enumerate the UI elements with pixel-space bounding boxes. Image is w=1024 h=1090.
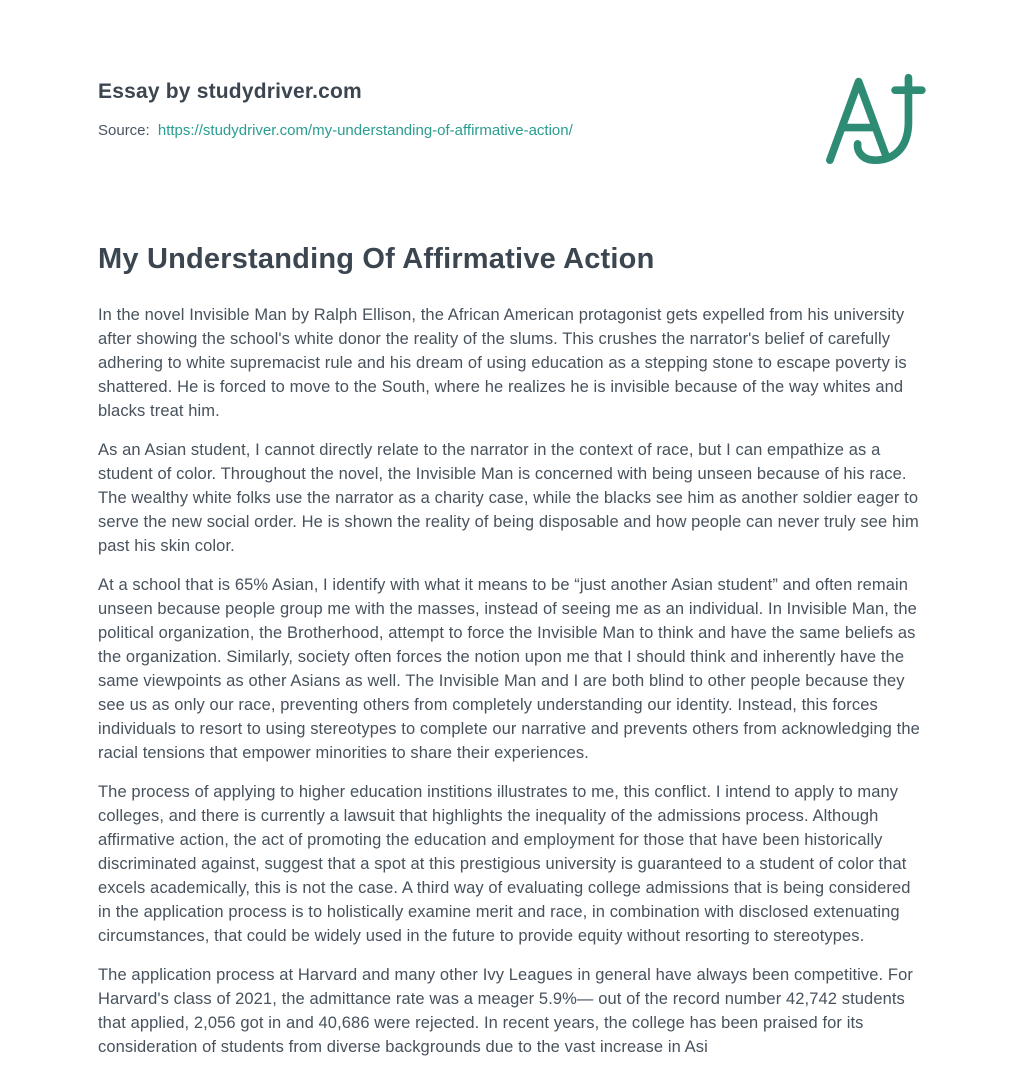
essay-body [98, 243, 926, 1059]
essay-paragraph-4: The process of applying to higher education institions illustrates to me, this conflict. I intend to apply to many colleges, and there is currently a lawsuit that highlights the inequality of the admissions process. Although affirmative action, the act of promoting the education and employment for those that have been historically discriminated against, suggest that a spot at this prestigious university is guaranteed to a student of color that excels academically, this is not the case. A third way of evaluating college admissions that is being considered in the application process is to holistically examine merit and race, in combination with disclosed extenuating circumstances, that could be widely used in the future to provide equity without resorting to stereotypes. [98, 783, 911, 945]
essay-paragraph-3: At a school that is 65% Asian, I identify with what it means to be “just another Asian student” and often remain unseen because people group me with the masses, instead of seeing me as an individual. In Invisible Man, the political organization, the Brotherhood, attempt to force the Invisible Man to think and have the same beliefs as the organization. Similarly, society often forces the notion upon me that I should think and inherently have the same viewpoints as other Asians as well. The Invisible Man and I are both blind to other people because they see us as only our race, preventing others from completely understanding our identity. Instead, this forces individuals to resort to using stereotypes to complete our narrative and prevents others from acknowledging the racial tensions that empower minorities to share their experiences. [98, 576, 920, 762]
source-link[interactable]: https://studydriver.com/my-understanding-of-affirmative-action/ [157, 122, 573, 139]
essay-paragraph-5: The application process at Harvard and many other Ivy Leagues in general have always been competitive. For Harvard's class of 2021, the admittance rate was a meager 5.9%— out of the record number 42,742 students that applied, 2,056 got in and 40,686 were rejected. In recent years, the college has been praised for its consideration of students from diverse backgrounds due to the vast increase in Asi [98, 966, 913, 1056]
source-label: Source: [98, 122, 150, 139]
page-header [98, 0, 926, 139]
studydriver-logo-icon [820, 72, 926, 164]
essay-paragraph-1: In the novel Invisible Man by Ralph Ellison, the African American protagonist gets expelled from his university after showing the school's white donor the reality of the slums. This crushes the narrator's belief of carefully adhering to white supremacist rule and his dream of using education as a stepping stone to escape poverty is shattered. He is forced to move to the South, where he realizes he is invisible because of the way whites and blacks treat him. [98, 306, 907, 420]
byline: Essay by studydriver.com [98, 80, 362, 103]
essay-paragraph-2: As an Asian student, I cannot directly relate to the narrator in the context of race, but I can empathize as a student of color. Throughout the novel, the Invisible Man is concerned with being unseen because of his race. The wealthy white folks use the narrator as a charity case, while the blacks see him as another soldier eager to serve the new social order. He is shown the reality of being disposable and how people can never truly see him past his skin color. [98, 441, 919, 555]
essay-title: My Understanding Of Affirmative Action [98, 243, 655, 275]
source-line [98, 122, 926, 139]
